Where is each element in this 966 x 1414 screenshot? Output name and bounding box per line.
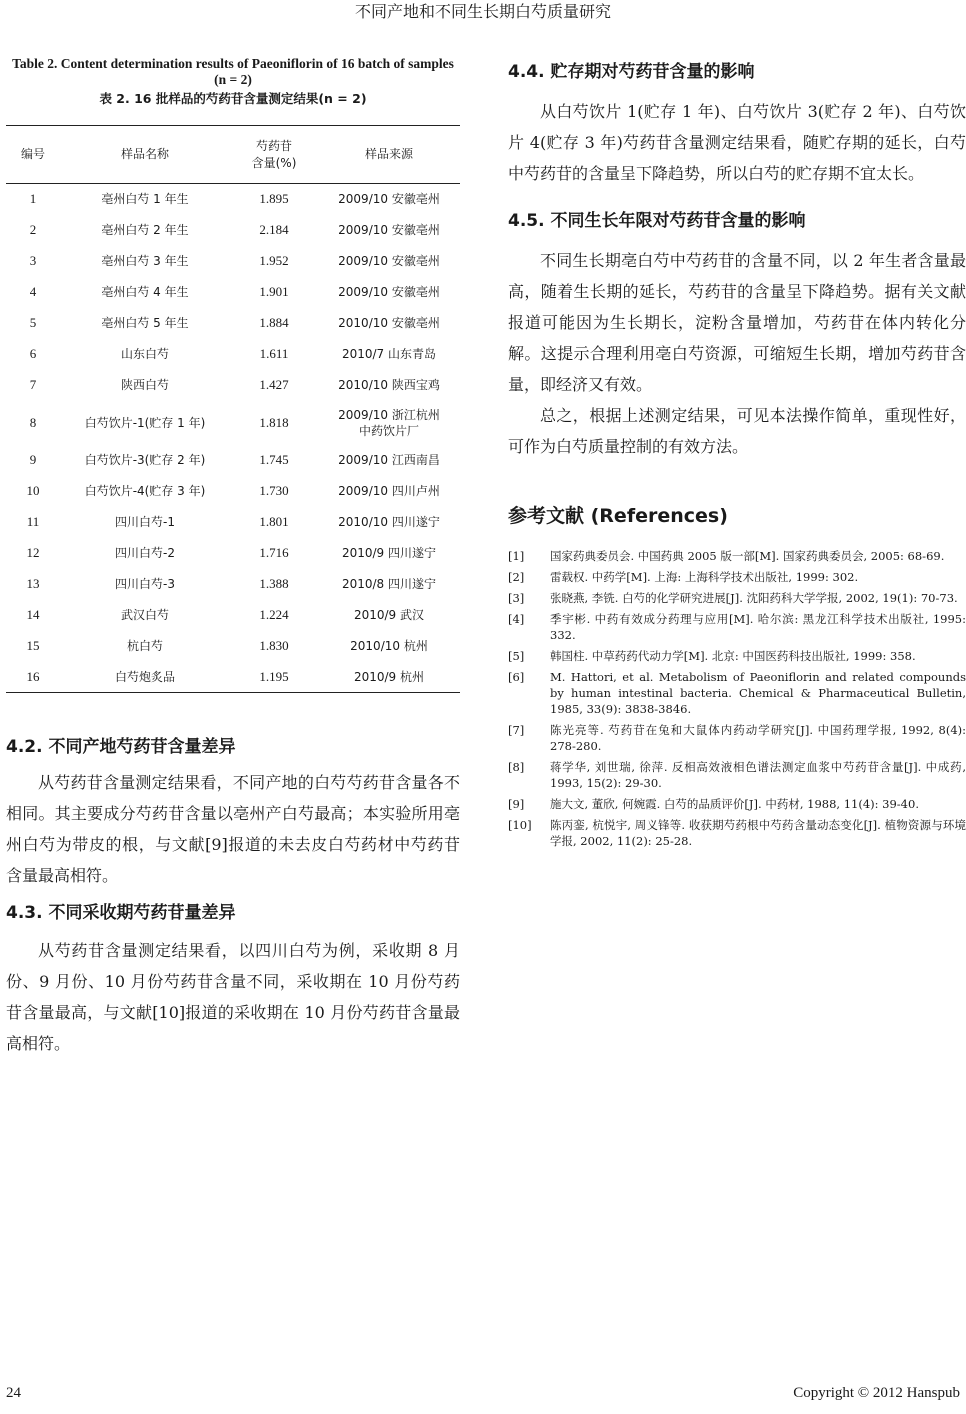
cell-name: 亳州白芍 3 年生 bbox=[101, 254, 189, 268]
header-source: 样品来源 bbox=[318, 126, 460, 184]
cell-name: 杭白芍 bbox=[126, 639, 163, 653]
cell-name: 亳州白芍 2 年生 bbox=[101, 223, 189, 237]
table-row bbox=[6, 600, 460, 631]
table-row bbox=[6, 277, 460, 308]
reference-number: [5] bbox=[508, 649, 525, 663]
table-row bbox=[6, 538, 460, 569]
cell-no: 11 bbox=[26, 514, 40, 529]
cell-content: 1.611 bbox=[259, 346, 289, 361]
cell-content: 1.716 bbox=[259, 545, 289, 560]
cell-content: 1.730 bbox=[259, 483, 289, 498]
left-column bbox=[6, 56, 460, 1059]
copyright: Copyright © 2012 Hanspub bbox=[793, 1385, 960, 1401]
reference-item bbox=[508, 669, 966, 717]
cell-name: 四川白芍-3 bbox=[115, 577, 175, 591]
table-row bbox=[6, 184, 460, 215]
reference-item bbox=[508, 648, 966, 664]
reference-text: 蒋学华, 刘世瑞, 徐萍. 反相高效液相色谱法测定血浆中芍药苷含量[J]. 中成药, 1993, 15(2): 29-30. bbox=[550, 760, 966, 790]
cell-no: 5 bbox=[29, 315, 37, 330]
reference-text: 张晓燕, 李铣. 白芍的化学研究进展[J]. 沈阳药科大学学报, 2002, 19(1): 70-73. bbox=[550, 591, 958, 605]
cell-name: 白芍饮片-3(贮存 2 年) bbox=[84, 453, 206, 467]
cell-source: 2010/8 四川遂宁 bbox=[341, 577, 437, 591]
cell-content: 1.224 bbox=[259, 607, 289, 622]
header-content-line2: 含量(%) bbox=[251, 155, 297, 170]
section-4-2-text: 从芍药苷含量测定结果看，不同产地的白芍芍药苷含量各不相同。其主要成分芍药苷含量以亳州产白芍最高；本实验所用亳州白芍为带皮的根，与文献[9]报道的未去皮白芍药材中芍药苷含量最高相符。 bbox=[6, 773, 460, 885]
reference-text: M. Hattori, et al. Metabolism of Paeoniflorin and related compounds by human intestinal bacteria. Chemical & Pharmaceutical Bulletin, 1985, 33(9): 3838-3846. bbox=[550, 670, 966, 716]
cell-source: 2009/10 江西南昌 bbox=[338, 453, 440, 467]
section-4-3-heading: 4.3. 不同采收期芍药苷量差异 bbox=[6, 903, 236, 923]
table-title-zh: 表 2. 16 批样品的芍药苷含量测定结果(n = 2) bbox=[99, 91, 367, 106]
cell-name: 白芍饮片-4(贮存 3 年) bbox=[84, 484, 206, 498]
reference-number: [6] bbox=[508, 670, 525, 684]
cell-source: 2009/10 安徽亳州 bbox=[338, 192, 440, 207]
cell-no: 10 bbox=[26, 483, 40, 498]
reference-item bbox=[508, 722, 966, 754]
cell-no: 15 bbox=[26, 638, 40, 653]
reference-item bbox=[508, 817, 966, 849]
cell-name: 白芍炮炙品 bbox=[60, 662, 230, 693]
reference-number: [4] bbox=[508, 612, 525, 626]
cell-name: 白芍饮片-1(贮存 1 年) bbox=[84, 415, 206, 430]
cell-content: 1.388 bbox=[259, 576, 289, 591]
cell-source: 2010/9 武汉 bbox=[353, 608, 425, 622]
cell-source: 2009/10 四川卢州 bbox=[338, 484, 440, 498]
cell-source: 2010/7 山东青岛 bbox=[341, 347, 437, 361]
cell-source bbox=[318, 401, 460, 445]
table-row bbox=[6, 215, 460, 246]
table-row bbox=[6, 308, 460, 339]
reference-number: [3] bbox=[508, 591, 525, 605]
cell-content: 2.184 bbox=[259, 222, 289, 237]
content-table bbox=[6, 125, 460, 693]
reference-number: [9] bbox=[508, 797, 525, 811]
table-row bbox=[6, 339, 460, 370]
cell-content: 1.745 bbox=[259, 452, 289, 467]
table-row bbox=[6, 401, 460, 445]
reference-text: 陈丙銮, 杭悦宇, 周义锋等. 收获期芍药根中芍药含量动态变化[J]. 植物资源与环境学报, 2002, 11(2): 25-28. bbox=[550, 818, 966, 848]
cell-no: 2 bbox=[29, 222, 37, 237]
reference-number: [8] bbox=[508, 760, 525, 774]
reference-item bbox=[508, 611, 966, 643]
reference-item bbox=[508, 569, 966, 585]
reference-text: 国家药典委员会. 中国药典 2005 版一部[M]. 国家药典委员会, 2005: 68-69. bbox=[550, 549, 945, 563]
cell-no: 3 bbox=[29, 253, 37, 268]
cell-no: 7 bbox=[29, 377, 37, 392]
cell-source: 2010/9 四川遂宁 bbox=[341, 546, 437, 560]
cell-source: 2009/10 安徽亳州 bbox=[338, 223, 440, 237]
header-content bbox=[230, 126, 318, 184]
cell-no: 16 bbox=[6, 662, 60, 693]
reference-number: [1] bbox=[508, 549, 525, 563]
cell-content: 1.801 bbox=[259, 514, 289, 529]
cell-no: 14 bbox=[26, 607, 40, 622]
cell-no: 1 bbox=[29, 191, 37, 207]
reference-list bbox=[508, 548, 966, 849]
cell-name: 四川白芍-1 bbox=[115, 515, 175, 529]
reference-text: 雷载权. 中药学[M]. 上海: 上海科学技术出版社, 1999: 302. bbox=[550, 570, 859, 584]
running-head: 不同产地和不同生长期白芍质量研究 bbox=[354, 2, 611, 21]
cell-content: 1.895 bbox=[259, 191, 289, 207]
reference-number: [2] bbox=[508, 570, 525, 584]
cell-content: 1.901 bbox=[259, 284, 289, 299]
cell-content: 1.195 bbox=[230, 662, 318, 693]
cell-name: 武汉白芍 bbox=[120, 608, 169, 622]
reference-item bbox=[508, 548, 966, 564]
cell-source-line1: 2009/10 浙江杭州 bbox=[338, 407, 440, 422]
cell-no: 13 bbox=[26, 576, 40, 591]
section-4-2-heading: 4.2. 不同产地芍药苷含量差异 bbox=[6, 737, 236, 757]
table-title-en: Table 2. Content determination results of Paeoniflorin of 16 batch of samples (n = 2) bbox=[12, 56, 454, 87]
section-4-3-text: 从芍药苷含量测定结果看，以四川白芍为例，采收期 8 月份、9 月份、10 月份芍药苷含量不同，采收期在 10 月份芍药苷含量最高，与文献[10]报道的采收期在 10 月份芍药苷含量最高相符。 bbox=[6, 941, 460, 1053]
cell-no: 12 bbox=[26, 545, 40, 560]
section-conclusion-text: 总之，根据上述测定结果，可见本法操作简单，重现性好，可作为白芍质量控制的有效方法。 bbox=[508, 406, 966, 456]
reference-text: 陈光亮等. 芍药苷在兔和大鼠体内药动学研究[J]. 中国药理学报, 1992, 8(4): 278-280. bbox=[550, 723, 966, 753]
table-row bbox=[6, 569, 460, 600]
cell-name: 山东白芍 bbox=[120, 347, 169, 361]
cell-content: 1.818 bbox=[259, 414, 289, 430]
cell-no: 4 bbox=[29, 284, 37, 299]
cell-content: 1.830 bbox=[259, 638, 289, 653]
cell-content: 1.884 bbox=[259, 315, 289, 330]
table-row bbox=[6, 631, 460, 662]
cell-source-line2: 中药饮片厂 bbox=[358, 423, 419, 438]
cell-name: 亳州白芍 4 年生 bbox=[101, 285, 189, 299]
cell-source: 2010/9 杭州 bbox=[318, 662, 460, 693]
cell-no: 8 bbox=[29, 414, 37, 430]
page-number: 24 bbox=[6, 1385, 21, 1401]
table-row bbox=[6, 662, 460, 693]
cell-source: 2010/10 陕西宝鸡 bbox=[338, 378, 440, 392]
cell-source: 2010/10 安徽亳州 bbox=[338, 316, 440, 330]
section-4-5-text: 不同生长期亳白芍中芍药苷的含量不同，以 2 年生者含量最高，随着生长期的延长，芍药苷的含量呈下降趋势。据有关文献报道可能因为生长期长，淀粉含量增加，芍药苷在体内转化分解。这提示合理利用亳白芍资源，可缩短生长期，增加芍药苷含量，即经济又有效。 bbox=[508, 251, 966, 394]
table-header-row bbox=[6, 126, 460, 184]
cell-name: 亳州白芍 1 年生 bbox=[101, 192, 189, 207]
cell-content: 1.427 bbox=[259, 377, 289, 392]
table-row bbox=[6, 476, 460, 507]
header-content-line1: 芍药苷 bbox=[255, 138, 292, 153]
cell-source: 2009/10 安徽亳州 bbox=[338, 285, 440, 299]
cell-name: 亳州白芍 5 年生 bbox=[101, 316, 189, 330]
header-name: 样品名称 bbox=[60, 126, 230, 184]
reference-number: [10] bbox=[508, 818, 532, 832]
reference-text: 施大文, 董欣, 何婉霞. 白芍的品质评价[J]. 中药材, 1988, 11(4): 39-40. bbox=[550, 797, 919, 811]
table-row bbox=[6, 246, 460, 277]
cell-source: 2010/10 杭州 bbox=[350, 639, 428, 653]
cell-no: 9 bbox=[29, 452, 37, 467]
reference-item bbox=[508, 796, 966, 812]
cell-source: 2009/10 安徽亳州 bbox=[338, 254, 440, 268]
cell-no: 6 bbox=[29, 346, 37, 361]
reference-text: 韩国柱. 中草药药代动力学[M]. 北京: 中国医药科技出版社, 1999: 358. bbox=[550, 649, 916, 663]
right-column bbox=[508, 60, 966, 854]
section-4-4-heading: 4.4. 贮存期对芍药苷含量的影响 bbox=[508, 62, 755, 82]
cell-content: 1.952 bbox=[259, 253, 289, 268]
table-row bbox=[6, 507, 460, 538]
references-heading: 参考文献 (References) bbox=[508, 505, 728, 527]
reference-number: [7] bbox=[508, 723, 525, 737]
table-row bbox=[6, 370, 460, 401]
header-no: 编号 bbox=[6, 126, 60, 184]
reference-item bbox=[508, 590, 966, 606]
cell-source: 2010/10 四川遂宁 bbox=[338, 515, 440, 529]
reference-text: 季宇彬. 中药有效成分药理与应用[M]. 哈尔滨: 黑龙江科学技术出版社, 1995: 332. bbox=[550, 612, 966, 642]
cell-name: 四川白芍-2 bbox=[115, 546, 175, 560]
section-4-4-text: 从白芍饮片 1(贮存 1 年)、白芍饮片 3(贮存 2 年)、白芍饮片 4(贮存 3 年)芍药苷含量测定结果看，随贮存期的延长，白芍中芍药苷的含量呈下降趋势，所以白芍的贮存期不宜太长。 bbox=[508, 102, 966, 183]
section-4-5-heading: 4.5. 不同生长年限对芍药苷含量的影响 bbox=[508, 211, 806, 231]
reference-item bbox=[508, 759, 966, 791]
cell-name: 陕西白芍 bbox=[120, 378, 169, 392]
table-row bbox=[6, 445, 460, 476]
